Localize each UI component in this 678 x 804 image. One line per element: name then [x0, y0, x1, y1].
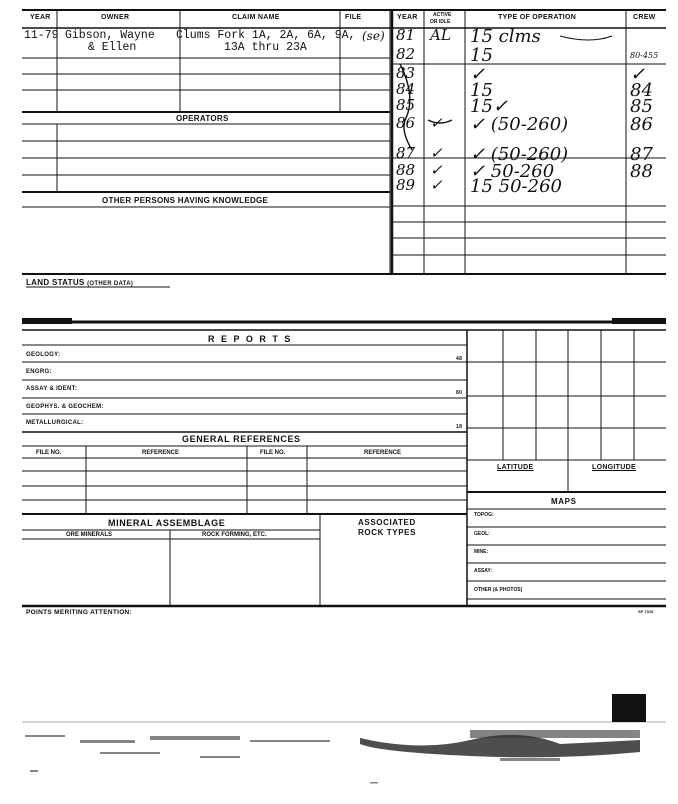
claim-file-mark: (se) [362, 29, 385, 43]
activity-year: 88 [396, 161, 416, 179]
reports-metallurgical: METALLURGICAL: [26, 420, 84, 426]
activity-status: ✓ [430, 114, 443, 132]
general-references-title: GENERAL REFERENCES [182, 434, 301, 444]
activity-crew: 87 [630, 144, 653, 165]
activity-type: 15 clms [470, 26, 541, 47]
maps-topog: TOPOG: [474, 512, 494, 518]
activity-crew: 88 [630, 161, 653, 182]
activity-type: ✓ (50-260) [470, 114, 569, 135]
claim-year: 11-79 [24, 29, 59, 42]
land-status-sub: (OTHER DATA) [87, 281, 134, 287]
activity-crew: ✓ [630, 64, 646, 85]
activity-year: 83 [396, 64, 416, 82]
maps-title: MAPS [551, 497, 577, 506]
activity-crew: 80-455 [630, 51, 659, 60]
rock-types-label: ROCK TYPES [358, 528, 417, 537]
form-number: SP 7315 [638, 609, 654, 614]
claim-name-line2: 13A thru 23A [224, 41, 307, 54]
activity-status: AL [430, 26, 451, 44]
activity-status: ✓ [430, 144, 443, 162]
activity-status: ✓ [430, 176, 443, 194]
col-header-year: YEAR [30, 14, 51, 21]
activity-type: 15 [470, 45, 493, 66]
latitude-label: LATITUDE [497, 464, 534, 471]
gr-reference-2: REFERENCE [364, 450, 402, 456]
col-header-file: FILE [345, 14, 362, 21]
maps-assay: ASSAY: [474, 568, 493, 574]
maps-mine: MINE: [474, 549, 489, 555]
maps-other: OTHER (& PHOTOS) [474, 587, 523, 593]
reports-assay-num: 80 [456, 390, 463, 396]
activity-crew: 84 [630, 80, 653, 101]
activity-year: 84 [396, 80, 416, 98]
col-header-owner: OWNER [101, 14, 130, 21]
reports-geology: GEOLOGY: [26, 352, 61, 358]
maps-geol: GEOL: [474, 531, 490, 537]
claim-owner-line2: & Ellen [88, 41, 137, 54]
activity-col-crew: CREW [633, 14, 656, 21]
activity-type: ✓ (50-260) [470, 144, 569, 165]
activity-year: 87 [396, 144, 416, 162]
activity-type: 15✓ [470, 96, 508, 117]
activity-type: ✓ 50-260 [470, 161, 555, 182]
activity-type: 15 50-260 [470, 176, 562, 197]
points-meriting-attention: POINTS MERITING ATTENTION: [26, 609, 133, 616]
claim-owner-line1: Gibson, Wayne [65, 29, 155, 42]
operators-label: OPERATORS [176, 114, 229, 123]
reports-geology-num: 48 [456, 356, 463, 362]
claim-name-line1: Clums Fork 1A, 2A, 6A, 9A, [176, 29, 356, 42]
activity-year: 85 [396, 96, 416, 114]
activity-type: 15 [470, 80, 493, 101]
longitude-label: LONGITUDE [592, 464, 636, 471]
gr-file-no-1: FILE NO. [36, 450, 62, 456]
gr-file-no-2: FILE NO. [260, 450, 286, 456]
activity-year: 86 [396, 114, 416, 132]
other-persons-label: OTHER PERSONS HAVING KNOWLEDGE [102, 196, 269, 205]
activity-col-year: YEAR [397, 14, 418, 21]
activity-col-idle: OR IDLE [430, 19, 451, 25]
activity-crew: 86 [630, 114, 653, 135]
reports-title: R E P O R T S [208, 334, 293, 344]
activity-status: ✓ [430, 161, 443, 179]
land-status-title: LAND STATUS [26, 278, 85, 287]
ore-minerals-label: ORE MINERALS [66, 532, 113, 538]
associated-label: ASSOCIATED [358, 518, 416, 527]
activity-col-type: TYPE OF OPERATION [498, 14, 577, 21]
reports-geophys: GEOPHYS. & GEOCHEM: [26, 404, 104, 410]
reports-assay: ASSAY & IDENT: [26, 386, 78, 392]
activity-year: 82 [396, 45, 416, 63]
mineral-assemblage-title: MINERAL ASSEMBLAGE [108, 518, 226, 528]
col-header-claim-name: CLAIM NAME [232, 14, 280, 21]
gr-reference-1: REFERENCE [142, 450, 180, 456]
rock-forming-label: ROCK FORMING, ETC. [202, 532, 267, 538]
activity-crew: 85 [630, 96, 653, 117]
activity-col-active: ACTIVE [433, 12, 452, 18]
land-status-label [26, 278, 133, 287]
reports-engrg: ENGRG: [26, 369, 52, 375]
activity-year: 81 [396, 26, 416, 44]
activity-type: ✓ [470, 64, 486, 85]
reports-metallurgical-num: 18 [456, 424, 463, 430]
activity-year: 89 [396, 176, 416, 194]
